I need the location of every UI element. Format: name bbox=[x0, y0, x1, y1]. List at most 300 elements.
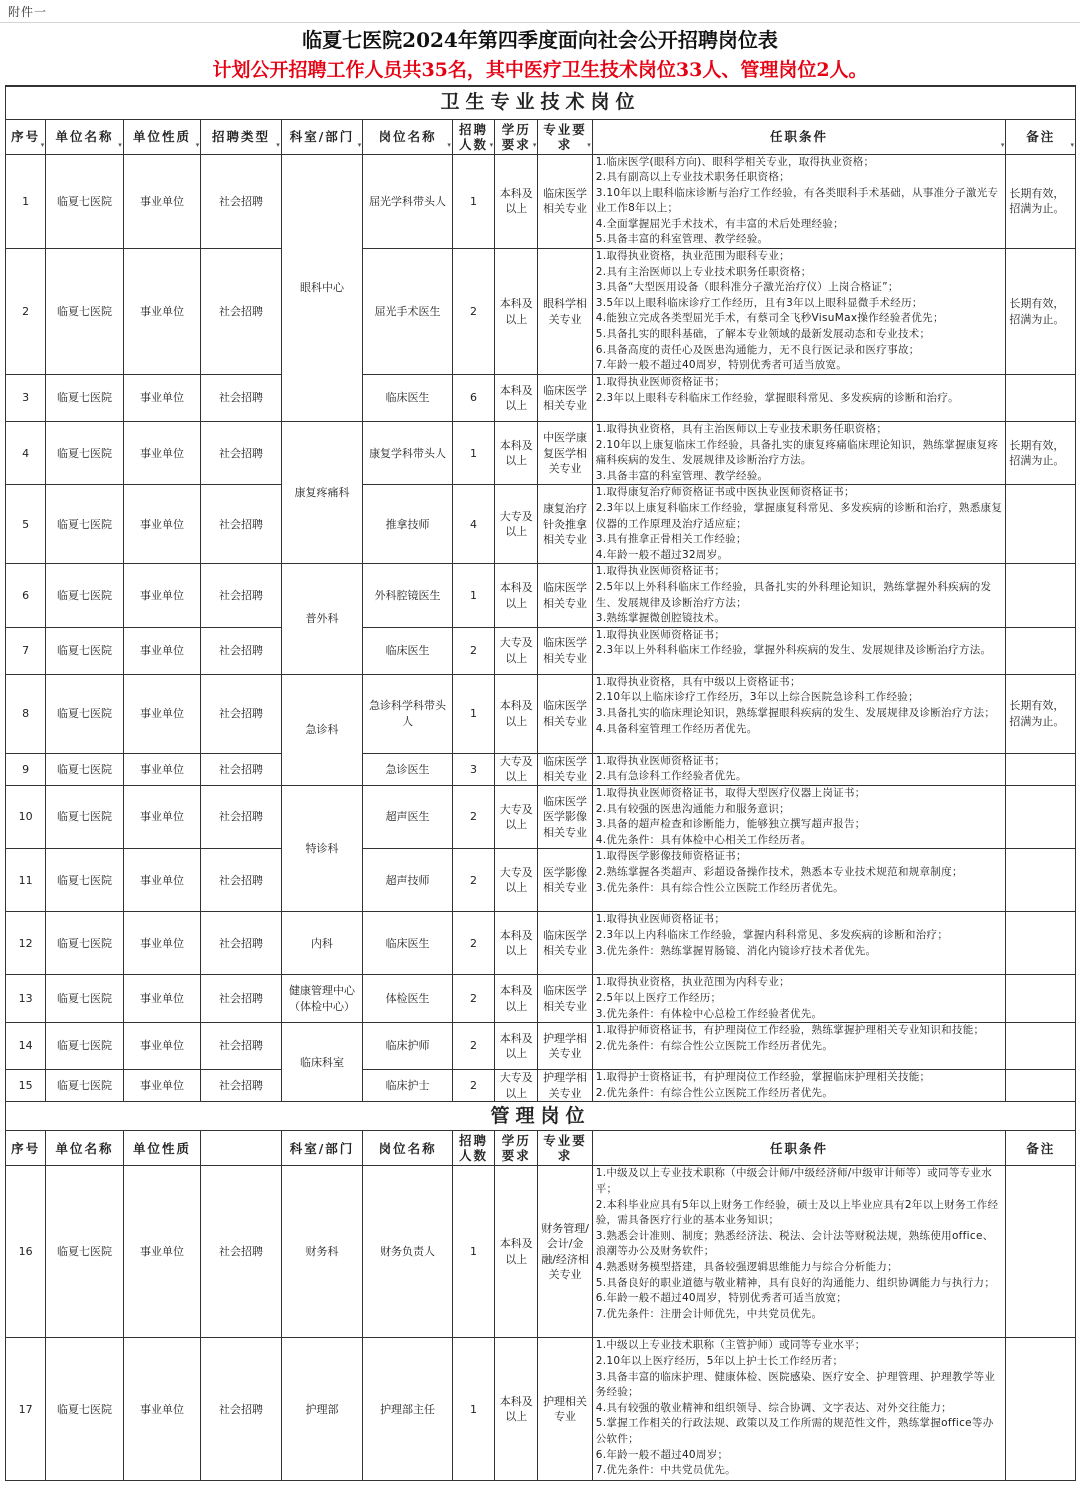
condition-line: 1.取得执业医师资格证书； bbox=[595, 754, 726, 767]
condition-line: 3.优先条件：具有综合性公立医院工作经历者优先。 bbox=[595, 881, 844, 894]
cell-type: 社会招聘 bbox=[201, 849, 282, 912]
cell-dept: 临床科室 bbox=[281, 1023, 363, 1102]
cell-dept: 眼科中心 bbox=[281, 154, 363, 422]
cell-note: 长期有效，招满为止。 bbox=[1006, 674, 1076, 753]
table-row bbox=[6, 249, 1076, 375]
filter-dropdown-icon[interactable]: ▾ bbox=[118, 140, 122, 149]
cell-edu: 本科及以上 bbox=[495, 912, 538, 975]
cell-position: 超声医生 bbox=[363, 786, 453, 849]
filter-dropdown-icon[interactable]: ▾ bbox=[40, 140, 45, 149]
condition-line: 3.优先条件：熟练掌握胃肠镜、消化内镜诊疗技术者优先。 bbox=[595, 944, 877, 957]
cell-unit: 临夏七医院 bbox=[46, 154, 124, 249]
cell-type: 社会招聘 bbox=[201, 564, 282, 627]
condition-line: 2.熟练掌握各类超声、彩超设备操作技术，熟悉本专业技术规范和规章制度； bbox=[595, 865, 963, 878]
condition-line: 3.10年以上眼科临床诊断与治疗工作经验，有各类眼科手术基础，从事准分子激光专业工作8年以上； bbox=[595, 186, 999, 215]
cell-count: 1 bbox=[452, 154, 494, 249]
section1-header-row bbox=[6, 119, 1076, 154]
cell-position: 财务负责人 bbox=[363, 1166, 453, 1338]
cell-major: 临床医学相关专业 bbox=[538, 753, 592, 785]
header-conditions[interactable] bbox=[592, 119, 1006, 154]
cell-conditions bbox=[592, 1023, 1006, 1070]
cell-nature: 事业单位 bbox=[123, 849, 201, 912]
cell-note bbox=[1006, 753, 1076, 785]
header-note[interactable] bbox=[1006, 119, 1076, 154]
table-row bbox=[6, 1338, 1076, 1481]
cell-type: 社会招聘 bbox=[201, 375, 282, 422]
section-title: 卫生专业技术岗位 bbox=[6, 86, 1076, 119]
condition-line: 2.5年以上医疗工作经历； bbox=[595, 991, 722, 1004]
header-position-label: 岗位名称 bbox=[378, 1140, 437, 1156]
cell-unit: 临夏七医院 bbox=[46, 249, 124, 375]
cell-conditions bbox=[592, 485, 1006, 564]
header-major[interactable] bbox=[538, 119, 592, 154]
cell-conditions bbox=[592, 975, 1006, 1023]
cell-type: 社会招聘 bbox=[201, 786, 282, 849]
condition-line: 1.临床医学(眼科方向)、眼科学相关专业，取得执业资格； bbox=[595, 155, 875, 168]
cell-major: 临床医学相关专业 bbox=[538, 912, 592, 975]
condition-line: 1.取得医学影像技师资格证书； bbox=[595, 850, 747, 863]
cell-note: 长期有效，招满为止。 bbox=[1006, 249, 1076, 375]
cell-major: 护理相关专业 bbox=[538, 1338, 592, 1481]
cell-conditions bbox=[592, 1166, 1006, 1338]
cell-position: 急诊医生 bbox=[363, 753, 453, 785]
cell-count: 2 bbox=[452, 627, 494, 674]
condition-line: 7.年龄一般不超过40周岁，特别优秀者可适当放宽。 bbox=[595, 359, 848, 372]
cell-seq: 17 bbox=[6, 1338, 46, 1481]
cell-count: 2 bbox=[452, 786, 494, 849]
condition-line: 2.具有较强的医患沟通能力和服务意识； bbox=[595, 802, 790, 815]
condition-line: 7.优先条件：中共党员优先。 bbox=[595, 1464, 736, 1477]
header-unit[interactable] bbox=[46, 119, 124, 154]
cell-count: 4 bbox=[452, 485, 494, 564]
condition-line: 1.取得执业资格，执业范围为眼科专业； bbox=[595, 250, 790, 263]
condition-line: 1.中级及以上专业技术职称（中级会计师/中级经济师/中级审计师等）或同等专业水平； bbox=[595, 1167, 993, 1195]
cell-type: 社会招聘 bbox=[201, 422, 282, 485]
header-edu[interactable] bbox=[495, 119, 538, 154]
cell-nature: 事业单位 bbox=[123, 674, 201, 753]
condition-line: 4.具有较强的敬业精神和组织领导、综合协调、文字表达、对外交往能力； bbox=[595, 1401, 952, 1414]
cell-conditions bbox=[592, 786, 1006, 849]
condition-line: 3.熟练掌握微创腔镜技术。 bbox=[595, 612, 726, 625]
cell-edu: 本科及以上 bbox=[495, 1166, 538, 1338]
cell-position: 屈光学科带头人 bbox=[363, 154, 453, 249]
cell-unit: 临夏七医院 bbox=[46, 975, 124, 1023]
condition-line: 1.中级以上专业技术职称（主管护师）或同等专业水平； bbox=[595, 1339, 866, 1352]
cell-unit: 临夏七医院 bbox=[46, 1070, 124, 1102]
cell-major: 临床医学相关专业 bbox=[538, 375, 592, 422]
cell-note bbox=[1006, 375, 1076, 422]
cell-seq: 13 bbox=[6, 975, 46, 1023]
header-note bbox=[1006, 1131, 1076, 1166]
condition-line: 2.3年以上内科临床工作经验，掌握内科科常见、多发疾病的诊断和治疗； bbox=[595, 928, 949, 941]
cell-edu: 大专及以上 bbox=[495, 786, 538, 849]
cell-major: 康复治疗针灸推拿相关专业 bbox=[538, 485, 592, 564]
condition-line: 3.熟悉会计准则、制度；熟悉经济法、税法、会计法等财税法规，熟练使用office、浪潮等办公及财务软件； bbox=[595, 1229, 994, 1258]
cell-type: 社会招聘 bbox=[201, 975, 282, 1023]
cell-edu: 本科及以上 bbox=[495, 249, 538, 375]
cell-position: 急诊科学科带头人 bbox=[363, 674, 453, 753]
cell-type: 社会招聘 bbox=[201, 753, 282, 785]
condition-line: 6.年龄一般不超过40周岁，特别优秀者可适当放宽； bbox=[595, 1292, 848, 1305]
cell-unit: 临夏七医院 bbox=[46, 786, 124, 849]
page-subtitle: 计划公开招聘工作人员共35名，其中医疗卫生技术岗位33人、管理岗位2人。 bbox=[212, 59, 868, 81]
cell-count: 2 bbox=[452, 975, 494, 1023]
condition-line: 7.优先条件：注册会计师优先，中共党员优先。 bbox=[595, 1307, 823, 1320]
cell-major: 临床医学医学影像相关专业 bbox=[538, 786, 592, 849]
cell-dept: 康复疼痛科 bbox=[281, 422, 363, 564]
condition-line: 3.具备丰富的临床护理、健康体检、医院感染、医疗安全、护理管理、护理教学等业务经验； bbox=[595, 1370, 996, 1399]
cell-type: 社会招聘 bbox=[201, 1166, 282, 1338]
cell-edu: 大专及以上 bbox=[495, 849, 538, 912]
cell-edu: 本科及以上 bbox=[495, 422, 538, 485]
cell-nature: 事业单位 bbox=[123, 912, 201, 975]
header-conditions bbox=[592, 1131, 1006, 1166]
filter-dropdown-icon[interactable]: ▾ bbox=[447, 140, 451, 149]
cell-note: 长期有效，招满为止。 bbox=[1006, 422, 1076, 485]
header-note-label: 备注 bbox=[1026, 1140, 1056, 1156]
header-nature bbox=[123, 1131, 201, 1166]
cell-major: 财务管理/会计/金融/经济相关专业 bbox=[538, 1166, 592, 1338]
header-edu-label: 学历要求 bbox=[501, 121, 531, 152]
cell-edu: 大专及以上 bbox=[495, 485, 538, 564]
cell-nature: 事业单位 bbox=[123, 1070, 201, 1102]
condition-line: 2.5年以上外科科临床工作经验，具备扎实的外科理论知识，熟练掌握外科疾病的发生、发展规律及诊断治疗方法； bbox=[595, 581, 992, 609]
cell-nature: 事业单位 bbox=[123, 485, 201, 564]
cell-note: 长期有效，招满为止。 bbox=[1006, 154, 1076, 249]
condition-line: 1.取得执业医师资格证书； bbox=[595, 565, 726, 578]
table-row bbox=[6, 849, 1076, 912]
filter-dropdown-icon[interactable]: ▾ bbox=[587, 140, 591, 149]
cell-nature: 事业单位 bbox=[123, 753, 201, 785]
cell-major: 临床医学相关专业 bbox=[538, 154, 592, 249]
cell-dept: 急诊科 bbox=[281, 674, 363, 785]
condition-line: 2.10年以上康复临床工作经验，具备扎实的康复疼痛临床理论知识，熟练掌握康复疼痛科疾病的发生、发展规律及诊断治疗方法。 bbox=[595, 438, 999, 467]
cell-unit: 临夏七医院 bbox=[46, 1023, 124, 1070]
cell-seq: 1 bbox=[6, 154, 46, 249]
cell-major: 临床医学相关专业 bbox=[538, 564, 592, 627]
condition-line: 1.取得执业医师资格证书； bbox=[595, 628, 726, 641]
table-row bbox=[6, 975, 1076, 1023]
cell-type: 社会招聘 bbox=[201, 674, 282, 753]
header-unit-label: 单位名称 bbox=[55, 129, 114, 144]
header-count[interactable] bbox=[452, 119, 494, 154]
header-unit-label: 单位名称 bbox=[55, 1140, 114, 1156]
condition-line: 1.取得执业资格，具有主治医师以上专业技术职务任职资格； bbox=[595, 423, 888, 436]
header-type bbox=[201, 1131, 282, 1166]
condition-line: 4.全面掌握屈光手术技术，有丰富的术后处理经验； bbox=[595, 217, 844, 230]
cell-type: 社会招聘 bbox=[201, 627, 282, 674]
cell-conditions bbox=[592, 627, 1006, 674]
cell-dept: 特诊科 bbox=[281, 786, 363, 912]
cell-position: 临床医生 bbox=[363, 912, 453, 975]
cell-nature: 事业单位 bbox=[123, 1023, 201, 1070]
cell-conditions bbox=[592, 1338, 1006, 1481]
cell-nature: 事业单位 bbox=[123, 154, 201, 249]
cell-count: 1 bbox=[452, 1338, 494, 1481]
condition-line: 5.具备良好的职业道德与敬业精神，具有良好的沟通能力、组织协调能力与执行力； bbox=[595, 1276, 996, 1289]
header-position-label: 岗位名称 bbox=[378, 129, 437, 144]
filter-dropdown-icon[interactable]: ▾ bbox=[195, 140, 200, 149]
header-seq bbox=[6, 1131, 46, 1166]
table-row bbox=[6, 154, 1076, 249]
header-count-label: 招聘人数 bbox=[458, 1133, 488, 1164]
cell-note bbox=[1006, 485, 1076, 564]
condition-line: 1.取得执业资格，执业范围为内科专业； bbox=[595, 976, 790, 989]
cell-major: 医学影像相关专业 bbox=[538, 849, 592, 912]
header-seq-label: 序号 bbox=[11, 1140, 41, 1156]
section-title: 管理岗位 bbox=[6, 1102, 1076, 1131]
header-seq[interactable] bbox=[6, 119, 46, 154]
condition-line: 2.10年以上临床诊疗工作经历，3年以上综合医院急诊科工作经验； bbox=[595, 691, 919, 704]
cell-unit: 临夏七医院 bbox=[46, 674, 124, 753]
cell-conditions bbox=[592, 154, 1006, 249]
condition-line: 4.优先条件：具有体检中心相关工作经历者。 bbox=[595, 833, 812, 846]
header-type[interactable] bbox=[201, 119, 282, 154]
cell-conditions bbox=[592, 849, 1006, 912]
condition-line: 6.年龄一般不超过40周岁； bbox=[595, 1448, 729, 1461]
cell-count: 1 bbox=[452, 1166, 494, 1338]
page-title: 临夏七医院2024年第四季度面向社会公开招聘岗位表 bbox=[302, 28, 778, 52]
cell-major: 临床医学相关专业 bbox=[538, 674, 592, 753]
filter-dropdown-icon[interactable]: ▾ bbox=[276, 140, 280, 149]
cell-note bbox=[1006, 1166, 1076, 1338]
condition-line: 2.3年以上外科科临床工作经验，掌握外科疾病的发生、发展规律及诊断治疗方法。 bbox=[595, 644, 992, 657]
condition-line: 2.10年以上医疗经历，5年以上护士长工作经历者； bbox=[595, 1354, 844, 1367]
filter-dropdown-icon[interactable]: ▾ bbox=[357, 140, 362, 149]
cell-count: 1 bbox=[452, 422, 494, 485]
condition-line: 3.5年以上眼科临床诊疗工作经历，且有3年以上眼科显微手术经历； bbox=[595, 296, 923, 309]
cell-major: 临床医学相关专业 bbox=[538, 975, 592, 1023]
condition-line: 3.具备扎实的临床理论知识，熟练掌握眼科疾病的发生、发展规律及诊断治疗方法； bbox=[595, 707, 996, 719]
cell-note bbox=[1006, 912, 1076, 975]
cell-unit: 临夏七医院 bbox=[46, 564, 124, 627]
cell-edu: 本科及以上 bbox=[495, 975, 538, 1023]
cell-nature: 事业单位 bbox=[123, 627, 201, 674]
recruitment-table bbox=[5, 85, 1076, 1481]
cell-count: 6 bbox=[452, 375, 494, 422]
cell-dept: 财务科 bbox=[281, 1166, 363, 1338]
condition-line: 4.能独立完成各类型屈光手术，有蔡司全飞秒VisuMax操作经验者优先； bbox=[595, 312, 944, 325]
condition-line: 3.具备的超声检查和诊断能力，能够独立撰写超声报告； bbox=[595, 818, 866, 831]
attachment-label: 附件一 bbox=[8, 5, 48, 19]
header-edu-label: 学历要求 bbox=[501, 1133, 531, 1164]
cell-position: 临床护师 bbox=[363, 1023, 453, 1070]
cell-seq: 4 bbox=[6, 422, 46, 485]
condition-line: 3.优先条件：有体检中心总检工作经验者优先。 bbox=[595, 1007, 823, 1020]
header-major bbox=[538, 1131, 592, 1166]
cell-conditions bbox=[592, 1070, 1006, 1102]
cell-dept: 健康管理中心（体检中心） bbox=[281, 975, 363, 1023]
cell-position: 护理部主任 bbox=[363, 1338, 453, 1481]
filter-dropdown-icon[interactable]: ▾ bbox=[1070, 140, 1074, 149]
cell-edu: 本科及以上 bbox=[495, 564, 538, 627]
cell-position: 临床医生 bbox=[363, 375, 453, 422]
table-row bbox=[6, 375, 1076, 422]
condition-line: 2.优先条件：有综合性公立医院工作经历者优先。 bbox=[595, 1086, 834, 1099]
cell-seq: 15 bbox=[6, 1070, 46, 1102]
condition-line: 3.具备丰富的科室管理、教学经验。 bbox=[595, 469, 769, 482]
cell-type: 社会招聘 bbox=[201, 1338, 282, 1481]
header-edu bbox=[495, 1131, 538, 1166]
header-nature-label: 单位性质 bbox=[132, 1140, 191, 1156]
filter-dropdown-icon[interactable]: ▾ bbox=[489, 140, 494, 149]
condition-line: 1.取得执业医师资格证书，取得大型医疗仪器上岗证书； bbox=[595, 787, 866, 799]
filter-dropdown-icon[interactable]: ▾ bbox=[1000, 140, 1005, 149]
condition-line: 1.取得护师资格证书，有护理岗位工作经验，熟练掌握护理相关专业知识和技能； bbox=[595, 1024, 985, 1037]
cell-seq: 2 bbox=[6, 249, 46, 375]
cell-conditions bbox=[592, 674, 1006, 753]
cell-major: 护理学相关专业 bbox=[538, 1070, 592, 1102]
header-dept-label: 科室/部门 bbox=[289, 129, 355, 144]
cell-count: 1 bbox=[452, 674, 494, 753]
section2-header-row bbox=[6, 1131, 1076, 1166]
condition-line: 3.具备“大型医用设备（眼科准分子激光治疗仪）上岗合格证”； bbox=[595, 281, 899, 294]
cell-seq: 11 bbox=[6, 849, 46, 912]
cell-major: 护理学相关专业 bbox=[538, 1023, 592, 1070]
table-row bbox=[6, 786, 1076, 849]
condition-line: 2.本科毕业应具有5年以上财务工作经验，硕士及以上毕业应具有2年以上财务工作经验，需具备医疗行业的基本业务知识； bbox=[595, 1198, 999, 1227]
section2-title-row bbox=[6, 1102, 1076, 1131]
header-major-label: 专业要求 bbox=[543, 121, 587, 152]
cell-conditions bbox=[592, 564, 1006, 627]
cell-unit: 临夏七医院 bbox=[46, 753, 124, 785]
condition-line: 2.3年以上康复科临床工作经验，掌握康复科常见、多发疾病的诊断和治疗，熟悉康复仪器的工作原理及治疗适应症； bbox=[595, 502, 1003, 530]
cell-dept: 普外科 bbox=[281, 564, 363, 674]
table-row bbox=[6, 422, 1076, 485]
cell-seq: 3 bbox=[6, 375, 46, 422]
cell-type: 社会招聘 bbox=[201, 154, 282, 249]
cell-position: 体检医生 bbox=[363, 975, 453, 1023]
header-position bbox=[363, 1131, 453, 1166]
header-position[interactable] bbox=[363, 119, 453, 154]
filter-dropdown-icon[interactable]: ▾ bbox=[532, 140, 537, 149]
table-row bbox=[6, 753, 1076, 785]
cell-note bbox=[1006, 975, 1076, 1023]
condition-line: 4.具备科室管理工作经历者优先。 bbox=[595, 722, 758, 735]
condition-line: 4.熟悉财务模型搭建，具备较强逻辑思维能力与综合分析能力； bbox=[595, 1260, 898, 1273]
cell-seq: 7 bbox=[6, 627, 46, 674]
cell-conditions bbox=[592, 753, 1006, 785]
cell-edu: 本科及以上 bbox=[495, 1338, 538, 1481]
cell-seq: 12 bbox=[6, 912, 46, 975]
condition-line: 1.取得执业医师资格证书； bbox=[595, 913, 726, 926]
header-dept-label: 科室/部门 bbox=[289, 1140, 355, 1156]
header-note-label: 备注 bbox=[1026, 129, 1056, 144]
table-row bbox=[6, 912, 1076, 975]
cell-edu: 大专及以上 bbox=[495, 753, 538, 785]
cell-note bbox=[1006, 849, 1076, 912]
cell-count: 2 bbox=[452, 249, 494, 375]
cell-count: 1 bbox=[452, 564, 494, 627]
cell-dept: 内科 bbox=[281, 912, 363, 975]
header-nature[interactable] bbox=[123, 119, 201, 154]
condition-line: 4.年龄一般不超过32周岁。 bbox=[595, 548, 729, 561]
cell-position: 屈光手术医生 bbox=[363, 249, 453, 375]
cell-type: 社会招聘 bbox=[201, 249, 282, 375]
cell-nature: 事业单位 bbox=[123, 786, 201, 849]
cell-nature: 事业单位 bbox=[123, 375, 201, 422]
cell-seq: 8 bbox=[6, 674, 46, 753]
condition-line: 5.掌握工作相关的行政法规、政策以及工作所需的规范性文件，熟练掌握office等办公软件； bbox=[595, 1417, 994, 1445]
cell-conditions bbox=[592, 249, 1006, 375]
cell-count: 3 bbox=[452, 753, 494, 785]
header-dept bbox=[281, 1131, 363, 1166]
header-dept[interactable] bbox=[281, 119, 363, 154]
cell-major: 临床医学相关专业 bbox=[538, 627, 592, 674]
cell-type: 社会招聘 bbox=[201, 485, 282, 564]
cell-nature: 事业单位 bbox=[123, 1338, 201, 1481]
cell-edu: 本科及以上 bbox=[495, 1023, 538, 1070]
header-major-label: 专业要求 bbox=[543, 1133, 587, 1164]
table-row bbox=[6, 485, 1076, 564]
cell-position: 超声技师 bbox=[363, 849, 453, 912]
condition-line: 2.优先条件：有综合性公立医院工作经历者优先。 bbox=[595, 1039, 834, 1052]
cell-seq: 6 bbox=[6, 564, 46, 627]
cell-note bbox=[1006, 1070, 1076, 1102]
cell-edu: 本科及以上 bbox=[495, 154, 538, 249]
header-nature-label: 单位性质 bbox=[132, 129, 191, 144]
cell-count: 2 bbox=[452, 912, 494, 975]
cell-note bbox=[1006, 1023, 1076, 1070]
table-row bbox=[6, 627, 1076, 674]
cell-dept: 护理部 bbox=[281, 1338, 363, 1481]
header-unit bbox=[46, 1131, 124, 1166]
cell-seq: 14 bbox=[6, 1023, 46, 1070]
condition-line: 5.具备扎实的眼科基础，了解本专业领域的最新发展动态和专业技术； bbox=[595, 328, 931, 341]
cell-edu: 大专及以上 bbox=[495, 1070, 538, 1102]
cell-unit: 临夏七医院 bbox=[46, 1166, 124, 1338]
header-seq-label: 序号 bbox=[11, 129, 41, 144]
cell-unit: 临夏七医院 bbox=[46, 422, 124, 485]
cell-unit: 临夏七医院 bbox=[46, 485, 124, 564]
cell-conditions bbox=[592, 375, 1006, 422]
cell-conditions bbox=[592, 422, 1006, 485]
header-conditions-label: 任职条件 bbox=[770, 1140, 829, 1156]
table-row bbox=[6, 1166, 1076, 1338]
condition-line: 2.3年以上眼科专科临床工作经验，掌握眼科常见、多发疾病的诊断和治疗。 bbox=[595, 391, 959, 404]
cell-seq: 10 bbox=[6, 786, 46, 849]
cell-position: 康复学科带头人 bbox=[363, 422, 453, 485]
cell-note bbox=[1006, 786, 1076, 849]
condition-line: 5.具备丰富的科室管理、教学经验。 bbox=[595, 233, 769, 246]
cell-nature: 事业单位 bbox=[123, 1166, 201, 1338]
cell-seq: 5 bbox=[6, 485, 46, 564]
cell-position: 临床护士 bbox=[363, 1070, 453, 1102]
condition-line: 2.具有副高以上专业技术职务任职资格； bbox=[595, 171, 790, 184]
condition-line: 2.具有急诊科工作经验者优先。 bbox=[595, 770, 747, 783]
cell-seq: 16 bbox=[6, 1166, 46, 1338]
condition-line: 6.具备高度的责任心及医患沟通能力，无不良行医记录和医疗事故； bbox=[595, 343, 920, 356]
cell-count: 2 bbox=[452, 1023, 494, 1070]
cell-major: 中医学康复医学相关专业 bbox=[538, 422, 592, 485]
condition-line: 2.具有主治医师以上专业技术职务任职资格； bbox=[595, 265, 812, 278]
cell-unit: 临夏七医院 bbox=[46, 912, 124, 975]
cell-conditions bbox=[592, 912, 1006, 975]
cell-type: 社会招聘 bbox=[201, 1023, 282, 1070]
cell-nature: 事业单位 bbox=[123, 564, 201, 627]
cell-note bbox=[1006, 564, 1076, 627]
cell-nature: 事业单位 bbox=[123, 249, 201, 375]
cell-position: 外科腔镜医生 bbox=[363, 564, 453, 627]
cell-unit: 临夏七医院 bbox=[46, 375, 124, 422]
condition-line: 1.取得执业资格，具有中级以上资格证书； bbox=[595, 675, 801, 688]
cell-nature: 事业单位 bbox=[123, 422, 201, 485]
cell-major: 眼科学相关专业 bbox=[538, 249, 592, 375]
table-row bbox=[6, 564, 1076, 627]
cell-edu: 大专及以上 bbox=[495, 627, 538, 674]
condition-line: 1.取得护士资格证书，有护理岗位工作经验，掌握临床护理相关技能； bbox=[595, 1071, 931, 1084]
condition-line: 1.取得康复治疗师资格证书或中医执业医师资格证书； bbox=[595, 486, 855, 499]
